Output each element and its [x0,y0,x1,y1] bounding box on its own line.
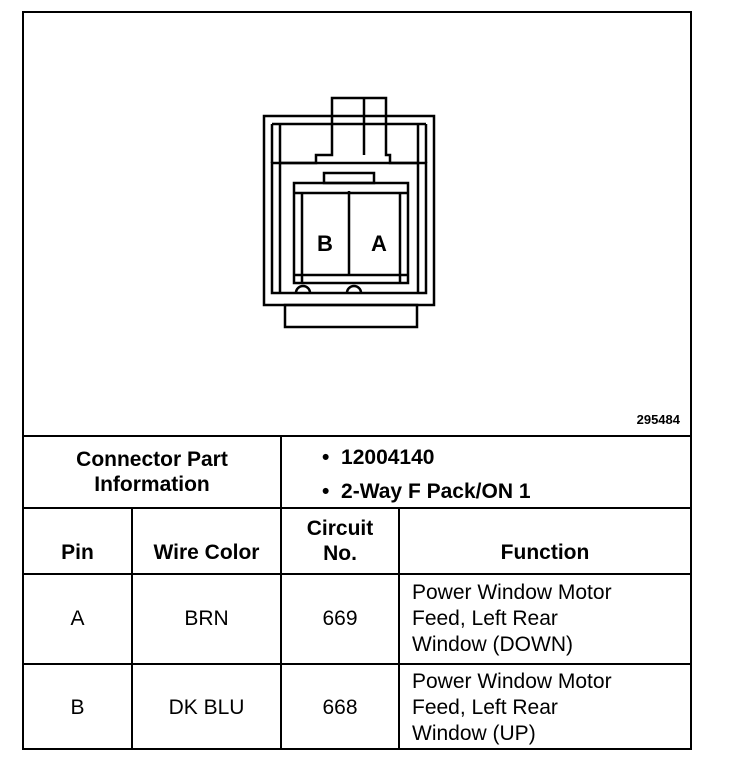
row-b-function-line: Window (UP) [412,721,536,745]
header-circuit-no [282,509,398,573]
locking-tab [280,98,418,163]
header-wire-color: Wire Color [153,541,260,564]
row-b-circuit: 668 [322,695,358,719]
header-circuit-line1: Circuit [306,517,374,540]
row-a-pin: A [70,607,85,630]
header-circuit-line2: No. [323,542,357,565]
connector-bottom-lip [285,305,417,327]
connector-drawing [24,13,690,437]
figure-number: 295484 [636,412,680,427]
connector-face-view [24,13,690,437]
connector-info-item: • 12004140 [322,446,435,469]
row-b-function [400,665,690,750]
cavity-label-a: A [371,231,387,256]
row-b-pin: B [70,695,85,719]
header-function: Function [500,541,590,564]
row-a-function [400,575,690,663]
connector-info-item: • 2-Way F Pack/ON 1 [322,480,531,503]
row-b-function-line: Feed, Left Rear [412,695,558,719]
part-number: 12004140 [341,446,435,469]
connector-info-label-line1: Connector Part [76,448,228,471]
connector-info-label-line2: Information [94,473,210,496]
header-pin: Pin [61,541,94,564]
connector-info-list [322,441,531,509]
row-a-function-line: Power Window Motor [412,581,612,604]
row-b-function-line: Power Window Motor [412,669,612,693]
connector-type: 2-Way F Pack/ON 1 [341,480,531,503]
connector-info-label [24,437,280,507]
row-a-circuit: 669 [322,607,358,630]
row-a-function-line: Feed, Left Rear [412,607,558,630]
row-b-wire-color: DK BLU [168,695,245,719]
row-a-function-line: Window (DOWN) [412,633,573,656]
cavity-label-b: B [317,231,333,256]
row-a-wire-color: BRN [184,607,229,630]
connector-sheet [22,11,692,750]
